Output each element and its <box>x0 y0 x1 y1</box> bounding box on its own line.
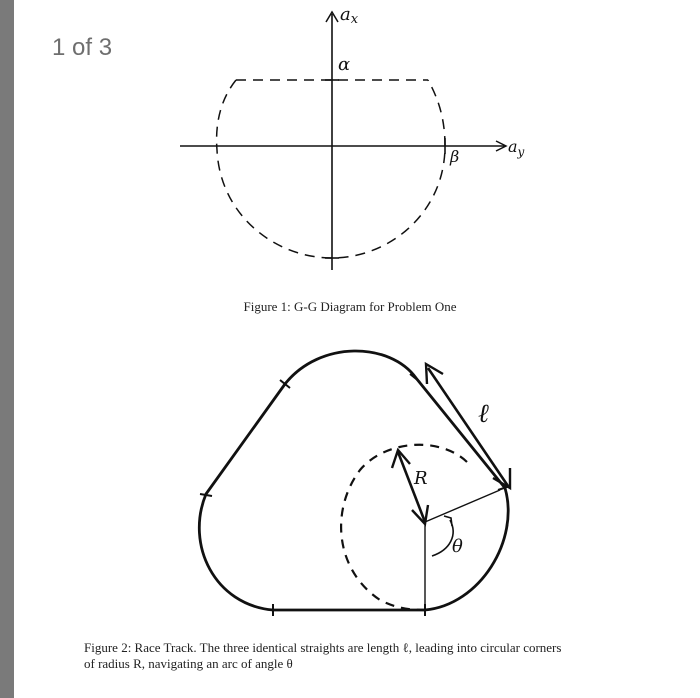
beta-label: β <box>450 147 460 166</box>
ax-axis-label: ax <box>340 4 359 27</box>
race-track <box>199 351 510 616</box>
gg-diagram <box>180 12 506 270</box>
alpha-label: α <box>338 54 351 75</box>
ay-axis-label: $a_y$ <box>508 137 525 159</box>
angle-label: θ <box>452 536 463 557</box>
angle-arc <box>432 520 453 556</box>
gg-envelope-curve <box>217 80 445 258</box>
straight-length-arrow <box>428 368 508 486</box>
track-tick <box>200 494 212 496</box>
figure1-caption: Figure 1: G-G Diagram for Problem One <box>243 299 457 314</box>
straight-length-label: ℓ <box>478 399 489 429</box>
figure2-caption-line2: of radius R, navigating an arc of angle θ <box>84 656 293 671</box>
figure2-caption <box>84 640 644 672</box>
centre-to-straight <box>425 490 500 522</box>
figure2-caption-line1: Figure 2: Race Track. The three identical straights are length ℓ, leading into circular corners <box>84 640 562 655</box>
radius-label: R <box>414 468 428 489</box>
straight-arrowhead-top <box>426 364 443 384</box>
angle-arrowhead <box>444 516 452 526</box>
page-counter: 1 of 3 <box>52 34 113 61</box>
